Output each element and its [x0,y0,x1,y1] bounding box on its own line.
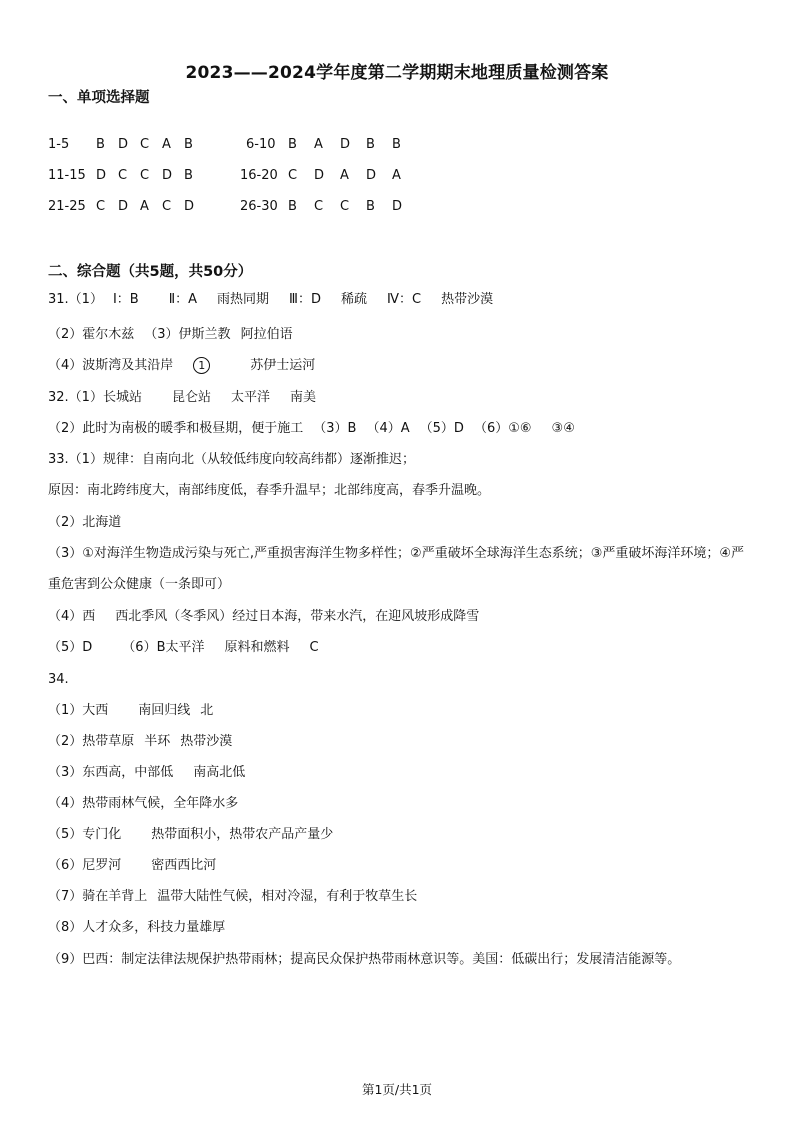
answer-segment: 太平洋 [230,390,270,405]
q34-item-6 [48,857,754,875]
mc-answer: A [392,168,401,183]
answer-segment: （5）D [48,640,93,655]
mc-group-left [48,168,206,183]
mc-answers [288,168,418,183]
q34-item-1 [48,702,754,720]
mc-group-right [240,168,418,183]
mc-group-right [246,137,418,152]
answer-segment: 稀疏 [341,292,368,307]
mc-answer: D [118,137,129,152]
answer-segment: 昆仑站 [171,390,211,405]
answer-segment: 原料和燃料 [224,640,290,655]
mc-range-label: 6-10 [246,137,276,152]
mc-answers [96,137,206,152]
mc-answer: D [184,199,195,214]
q34-item-5 [48,826,754,844]
mc-answer: B [366,137,375,152]
mc-answer: C [314,199,324,214]
answer-segment: （3）伊斯兰教 [144,327,231,342]
mc-answers [96,199,206,214]
answer-segment: （2）热带草原 [48,734,135,749]
answer-segment: （4）A [366,421,410,436]
mc-answer: D [340,137,351,152]
answer-segment: 温带大陆性气候，相对冷湿，有利于牧草生长 [157,889,418,904]
q34-item-7 [48,888,754,906]
q34-item-4 [48,795,754,813]
answer-segment: 热带沙漠 [180,734,233,749]
q34-item-3 [48,764,754,782]
answer-segment: 南高北低 [193,765,246,780]
mc-answer: C [162,199,172,214]
mc-answers [96,168,206,183]
q33-line-4: （3）①对海洋生物造成污染与死亡,严重损害海洋生物多样性；②严重破坏全球海洋生态系统；③严重破坏海洋环境；④严重危害到公众健康（一条即可） [48,546,745,592]
q33-line-6 [48,639,754,657]
mc-answer: D [392,199,403,214]
q34-head: 34. [48,672,69,687]
mc-answers [288,199,418,214]
answer-segment: Ⅲ：D [289,292,322,307]
q33-line-5 [48,608,754,626]
mc-answer: D [118,199,129,214]
mc-answer: B [184,137,193,152]
mc-answer: B [366,199,375,214]
answer-segment: （3）东西高，中部低 [48,765,174,780]
answer-segment: （6）尼罗河 [48,858,122,873]
mc-answer: A [340,168,349,183]
answer-segment: （9）巴西：制定法律法规保护热带雨林；提高民众保护热带雨林意识等。美国：低碳出行；发展清洁能源等。 [48,952,681,967]
mc-answer: B [288,137,297,152]
q34-item-2 [48,733,754,751]
q34-item-8 [48,919,754,937]
q32-line-1 [48,389,754,407]
answer-segment: （4）波斯湾及其沿岸 [48,358,174,373]
mc-group-left [48,137,206,152]
mc-answer: C [118,168,128,183]
mc-answer: D [96,168,107,183]
answer-segment: （2）霍尔木兹 [48,327,135,342]
answer-segment: Ⅱ：A [168,292,198,307]
answer-segment: （5）专门化 [48,827,122,842]
answer-segment: 半环 [144,734,171,749]
mc-answers [288,137,418,152]
answer-segment: （1）大西 [48,703,109,718]
mc-answer: B [184,168,193,183]
mc-answer: D [314,168,325,183]
mc-answer: D [162,168,173,183]
mc-answer: B [392,137,401,152]
q33-line-3: （2）北海道 [48,515,122,530]
mc-answer: C [96,199,106,214]
q31-line-1 [48,291,754,309]
mc-answer: A [140,199,149,214]
section2-heading: 二、综合题（共5题，共50分） [48,264,253,280]
q31-line-3 [48,357,754,375]
mc-group-right [240,199,418,214]
q31-line-2 [48,326,754,344]
mc-range-label: 1-5 [48,137,70,152]
answer-segment: （2）此时为南极的暖季和极昼期，便于施工 [48,421,304,436]
answer-segment: C [309,640,319,655]
answer-segment: （7）骑在羊背上 [48,889,148,904]
mc-range-label: 21-25 [48,199,86,214]
section1-heading: 一、单项选择题 [48,90,150,106]
answer-segment: （5）D [419,421,464,436]
answer-segment: （3）B [313,421,357,436]
answer-segment: （4）热带雨林气候，全年降水多 [48,796,239,811]
mc-answer: C [140,137,150,152]
mc-answer: C [340,199,350,214]
answer-segment: 南回归线 [138,703,191,718]
answer-segment: Ⅳ：C [387,292,422,307]
q32-line-2 [48,420,754,438]
answer-segment: 苏伊士运河 [250,358,316,373]
answer-segment: 南美 [289,390,316,405]
answer-segment: 西北季风（冬季风）经过日本海，带来水汽，在迎风坡形成降雪 [115,609,480,624]
answer-segment: （6）B太平洋 [122,640,205,655]
answer-segment: 雨热同期 [217,292,270,307]
answer-segment: 热带面积小，热带农产品产量少 [151,827,334,842]
answer-segment: 热带沙漠 [441,292,494,307]
q33-line-1: 33.（1）规律：自南向北（从较低纬度向较高纬都）逐渐推迟； [48,452,415,467]
mc-answer: B [288,199,297,214]
q33-line-2: 原因：南北跨纬度大，南部纬度低，春季升温早；北部纬度高，春季升温晚。 [48,483,491,498]
answer-segment: ③④ [551,421,575,436]
answer-segment: 密西西比河 [151,858,217,873]
mc-answer: A [314,137,323,152]
mc-group-left [48,199,206,214]
answer-segment: Ⅰ：B [112,292,139,307]
mc-answer: A [162,137,171,152]
mc-answer: C [288,168,298,183]
answer-segment: （8）人才众多，科技力量雄厚 [48,920,226,935]
answer-segment: 阿拉伯语 [240,327,293,342]
answer-segment: 32.（1）长城站 [48,390,142,405]
mc-answer: D [366,168,377,183]
answer-segment: 31.（1） [48,292,103,307]
answer-segment: 北 [200,703,214,718]
mc-answer: C [140,168,150,183]
answer-segment: （4）西 [48,609,96,624]
mc-answer: B [96,137,105,152]
mc-range-label: 16-20 [240,168,278,183]
q34-item-9 [48,951,754,969]
page-footer: 第1页/共1页 [361,1082,433,1097]
circled-number: 1 [193,357,210,374]
document-title: 2023——2024学年度第二学期期末地理质量检测答案 [185,63,609,83]
answer-segment: （6）①⑥ [473,421,532,436]
mc-range-label: 26-30 [240,199,278,214]
mc-range-label: 11-15 [48,168,86,183]
